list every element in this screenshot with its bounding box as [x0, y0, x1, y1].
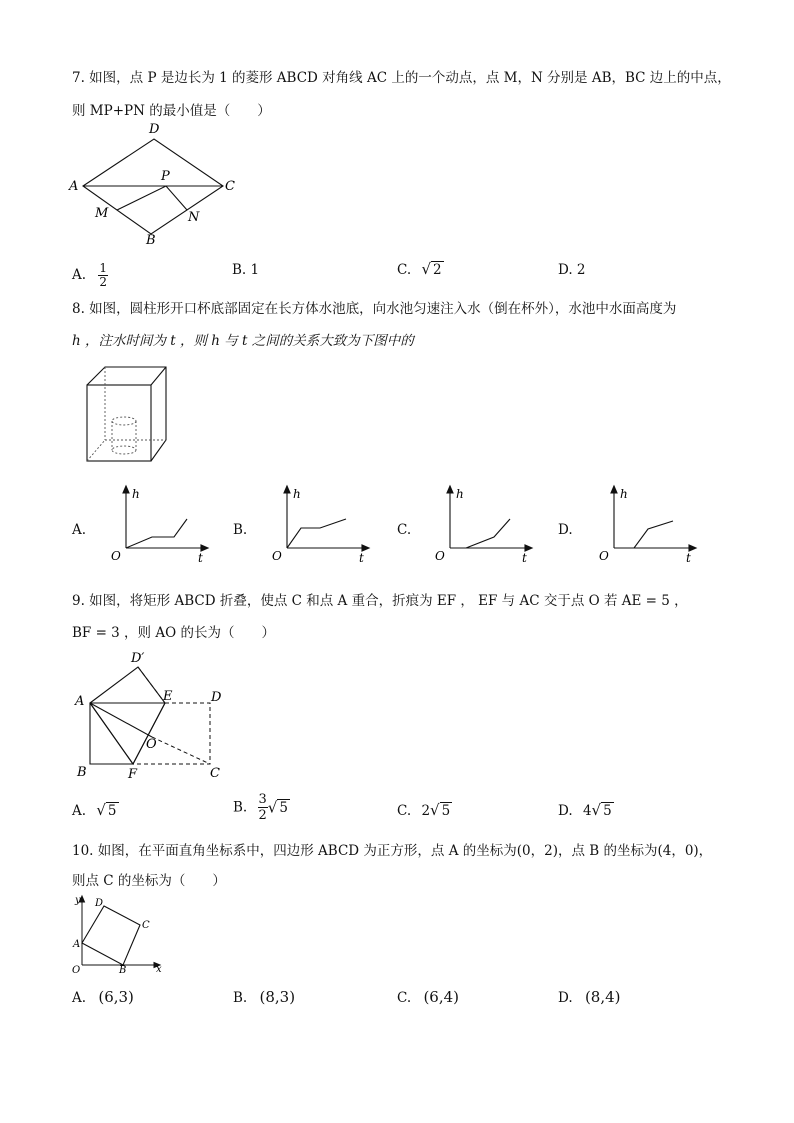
- q8-option-b-label[interactable]: B.: [233, 522, 248, 538]
- q9-option-c[interactable]: [397, 801, 452, 819]
- label-p: P: [161, 169, 170, 184]
- sqrt-radicand: 5: [441, 803, 451, 819]
- sqrt-radicand: 5: [107, 803, 117, 819]
- q9-option-b[interactable]: [233, 792, 290, 823]
- q8-graph-a[interactable]: [96, 480, 216, 570]
- q9-option-c-label: C.: [397, 803, 412, 819]
- axis-h-label: h: [293, 487, 301, 501]
- q7-rhombus-figure: [66, 120, 246, 250]
- origin-label: O: [435, 549, 445, 563]
- graph-a-curve: [126, 519, 187, 548]
- coefficient: 4: [582, 803, 592, 819]
- graph-c-curve: [466, 519, 510, 548]
- sqrt-symbol: √: [430, 801, 440, 819]
- crease-ef: [133, 703, 165, 764]
- fraction-denominator: 2: [99, 275, 107, 289]
- axis-h-label: h: [456, 487, 464, 501]
- label-c: C: [210, 766, 220, 781]
- q10-option-b-value: (8,3): [259, 988, 296, 1006]
- q10-square-figure: [68, 892, 168, 976]
- label-n: N: [188, 210, 200, 225]
- label-b: B: [77, 765, 87, 780]
- label-d-prime: D′: [131, 651, 145, 666]
- q7-option-a-label: A.: [72, 267, 87, 283]
- label-a: A: [69, 179, 79, 194]
- q9-fold-figure: [70, 645, 230, 785]
- origin-label: O: [272, 549, 282, 563]
- coefficient: 2: [421, 803, 431, 819]
- q7-option-c[interactable]: [397, 260, 444, 278]
- q9-option-a-label: A.: [72, 803, 87, 819]
- q9-option-d-label: D.: [558, 803, 573, 819]
- axis-h-label: h: [620, 487, 628, 501]
- q7-text-line2: 则 MP+PN 的最小值是（ ）: [72, 103, 271, 119]
- axis-t-label: t: [198, 551, 203, 565]
- label-a: A: [73, 939, 81, 950]
- q8-pool-figure: [80, 360, 172, 466]
- q10-option-a-value: (6,3): [98, 988, 134, 1006]
- square-abcd: [82, 906, 140, 965]
- q9-option-a[interactable]: [72, 801, 119, 819]
- q10-option-a-label: A.: [72, 990, 87, 1006]
- fraction-numerator: 3: [258, 792, 267, 807]
- origin-label: O: [72, 965, 81, 976]
- axis-t-label: t: [359, 551, 364, 565]
- cup-top-ellipse: [112, 417, 136, 425]
- label-m: M: [95, 206, 109, 221]
- q8-text-line2: h ，注水时间为 t ，则 h 与 t 之间的关系大致为下图中的: [72, 333, 414, 349]
- q10-option-c[interactable]: [397, 988, 459, 1006]
- sqrt-radicand: 5: [603, 803, 612, 819]
- origin-label: O: [599, 549, 609, 563]
- q7-option-d[interactable]: D. 2: [558, 262, 586, 278]
- q7-option-b[interactable]: B. 1: [232, 262, 260, 278]
- label-b: B: [146, 233, 156, 248]
- axis-t-label: t: [686, 551, 691, 565]
- q10-option-d-label: D.: [558, 990, 573, 1006]
- label-c: C: [225, 179, 235, 194]
- label-d: D: [95, 898, 104, 909]
- q10-option-c-label: C.: [397, 990, 412, 1006]
- sqrt-radicand: 2: [433, 262, 442, 278]
- fraction-three-halves: [258, 792, 268, 823]
- graph-d-curve: [634, 521, 673, 548]
- q9-text-line1: 9. 如图，将矩形 ABCD 折叠，使点 C 和点 A 重合，折痕为 EF ， EF 与 AC 交于点 O 若 AE = 5 ，: [72, 593, 688, 609]
- q8-graph-b[interactable]: [257, 480, 377, 570]
- q8-option-c-label[interactable]: C.: [397, 522, 412, 538]
- q9-text-line2: BF = 3 ，则 AO 的长为（ ）: [72, 625, 275, 641]
- axis-h-label: h: [132, 487, 140, 501]
- cup-bottom-ellipse: [112, 446, 136, 454]
- q7-text-line1: 7. 如图，点 P 是边长为 1 的菱形 ABCD 对角线 AC 上的一个动点，点 M，N 分别是 AB，BC 边上的中点，: [72, 70, 731, 86]
- q7-option-c-label: C.: [397, 262, 412, 278]
- origin-label: O: [111, 549, 121, 563]
- sqrt-symbol: √: [267, 798, 278, 817]
- label-b: B: [119, 965, 127, 976]
- q10-option-b[interactable]: [233, 988, 295, 1006]
- segment-af: [90, 703, 133, 764]
- segment-ao: [90, 703, 152, 737]
- axis-t-label: t: [522, 551, 527, 565]
- q8-text-line1: 8. 如图，圆柱形开口杯底部固定在长方体水池底，向水池匀速注入水（倒在杯外），水池中水面高度为: [72, 301, 677, 317]
- label-c: C: [142, 920, 150, 931]
- fraction-one-half: [98, 262, 108, 289]
- q10-option-a[interactable]: [72, 988, 134, 1006]
- fraction-denominator: 2: [258, 808, 267, 823]
- label-d: D: [211, 690, 222, 705]
- y-axis-label: y: [75, 895, 81, 906]
- q9-option-b-label: B.: [233, 799, 248, 816]
- label-d: D: [149, 122, 160, 137]
- segment-oc: [152, 737, 210, 764]
- sqrt-symbol: √: [591, 801, 602, 819]
- label-e: E: [163, 689, 173, 704]
- sqrt-radicand: 5: [279, 799, 288, 816]
- q8-option-a-label[interactable]: A.: [72, 522, 87, 538]
- label-o: O: [146, 737, 157, 752]
- q8-graph-c[interactable]: [420, 480, 540, 570]
- label-a: A: [75, 694, 85, 709]
- q8-option-d-label[interactable]: D.: [558, 522, 573, 538]
- q10-option-d[interactable]: [558, 988, 621, 1006]
- q10-option-c-value: (6,4): [423, 988, 459, 1006]
- q8-graph-d[interactable]: [584, 480, 704, 570]
- q9-option-d[interactable]: [558, 801, 614, 819]
- q10-text-line2: 则点 C 的坐标为（ ）: [72, 873, 226, 889]
- x-axis-label: x: [156, 964, 162, 975]
- q10-option-b-label: B.: [233, 990, 248, 1006]
- q10-option-d-value: (8,4): [584, 988, 621, 1006]
- q10-text-line1: 10. 如图，在平面直角坐标系中，四边形 ABCD 为正方形，点 A 的坐标为(0，2)，点 B 的坐标为(4，0)，: [72, 843, 713, 859]
- q7-option-a[interactable]: [72, 262, 108, 289]
- pool-front-face: [87, 385, 151, 461]
- graph-b-curve: [287, 519, 346, 548]
- path-mpn: [117, 186, 187, 210]
- sqrt-symbol: √: [96, 801, 106, 819]
- fraction-numerator: 1: [99, 261, 107, 275]
- sqrt-symbol: √: [421, 260, 431, 278]
- label-f: F: [128, 767, 138, 782]
